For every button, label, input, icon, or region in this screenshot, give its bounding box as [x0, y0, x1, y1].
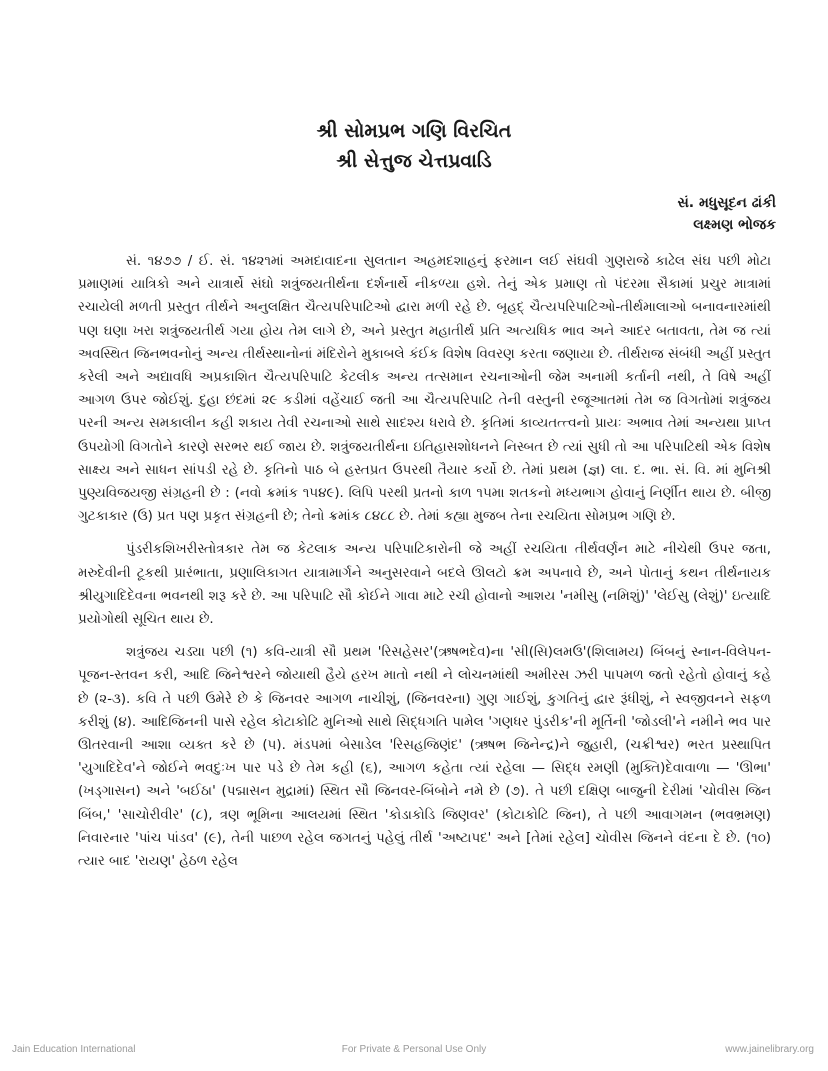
footer-usage-note: For Private & Personal Use Only: [341, 1044, 487, 1055]
title-line-1: શ્રી સોમપ્રભ ગણિ વિરચિત: [316, 120, 512, 142]
author-2: લક્ષ્મણ ભોજક: [693, 217, 776, 233]
title-line-2: શ્રી સેત્તુજ ચેત્તપ્રવાડિ: [336, 150, 492, 172]
authors-block: [677, 192, 776, 236]
paragraph-2: પુંડરીકશિખરીસ્તોત્રકાર તેમ જ કેટલાક અન્ય પરિપાટિકારોની જે અહીં રચયિતા તીર્થવર્ણન માટે નીચેથી ઉપર જતા, મરુદેવીની ટૂકથી પ્રારંભાતા, પ્રણાલિકાગત યાત્રામાર્ગને અનુસરવાને બદલે ઊલટો ક્રમ અપનાવે છે, અને પોતાનું કથન તીર્થનાયક શ્રીયુગાદિદેવના ભવનથી શરૂ કરે છે. આ પરિપાટિ સૌ કોઈને ગાવા માટે રચી હોવાનો આશય 'નમીસુ (નમિશું)' 'લેઈસુ (લેશું)' ઇત્યાદિ પ્રયોગોથી સૂચિત થાય છે.: [78, 542, 771, 628]
paragraph-1: સં. ૧૪૭૭ / ઈ. સં. ૧૪૨૧માં અમદાવાદના સુલતાન અહમદશાહનું ફરમાન લઈ સંઘવી ગુણરાજે કાઢેલ સંઘ પછી મોટા પ્રમાણમાં યાત્રિકો અને યાત્રાર્થે સંઘો શત્રુંજયતીર્થના દર્શનાર્થે નીકળ્યા હશે. તેનું એક પ્રમાણ તો પંદરમા સૈકામાં પ્રચુર માત્રામાં રચાયેલી મળતી પ્રસ્તુત તીર્થને અનુલક્ષિત ચૈત્યપરિપાટિઓ દ્વારા મળી રહે છે. બૃહદ્ ચૈત્યપરિપાટિઓ-તીર્થમાલાઓ બનાવનારમાંથી પણ ઘણા ખરા શત્રુંજયતીર્થ ગયા હોય તેમ લાગે છે, અને પ્રસ્તુત મહાતીર્થ પ્રતિ અત્યધિક ભાવ અને આદર બતાવતા, તેમ જ ત્યાં અવસ્થિત જિનભવનોનું અન્ય તીર્થસ્થાનોનાં મંદિરોને મુકાબલે કંઈક વિશેષ વિવરણ કરતા જણાયા છે. તીર્થરાજ સંબંધી અહીં પ્રસ્તુત કરેલી અને અદ્યાવધિ અપ્રકાશિત ચૈત્યપરિપાટિ કેટલીક અન્ય તત્સમાન રચનાઓની જેમ અનામી કર્તાની નથી, તે વિષે અહીં આગળ ઉપર જોઈશું. દુહા છંદમાં ૨૯ કડીમાં વહેંચાઈ જતી આ ચૈત્યપરિપાટિ તેની વસ્તુની રજૂઆતમાં તેમ જ વિગતોમાં શત્રુંજય પરની અન્ય સમકાલીન કહી શકાય તેવી રચનાઓ સાથે સાદશ્ય ધરાવે છે. કૃતિમાં કાવ્યતત્ત્વનો પ્રાયઃ અભાવ તેમાં અન્યથા પ્રાપ્ત ઉપયોગી વિગતોને કારણે સરભર થઈ જાય છે. શત્રુંજયતીર્થના ઇતિહાસશોધનને નિસ્બત છે ત્યાં સુધી તો આ પરિપાટિથી એક વિશેષ સાક્ષ્ય અને સાધન સાંપડી રહે છે. કૃતિનો પાઠ બે હસ્તપ્રત ઉપરથી તૈયાર કર્યો છે. તેમાં પ્રથમ (જ્ઞ) લા. દ. ભા. સં. વિ. માં મુનિશ્રી પુણ્યવિજયજી સંગ્રહની છે : (નવો ક્રમાંક ૧૫૪૯). લિપિ પરથી પ્રતનો કાળ ૧૫મા શતકનો મધ્યભાગ હોવાનું નિર્ણીત થાય છે. બીજી ગુટકાકાર (ઉ) પ્રત પણ પ્રકૃત સંગ્રહની છે; તેનો ક્રમાંક ૮૪૮૮ છે. તેમાં કહ્યા મુજબ તેના રચયિતા સોમપ્રભ ગણિ છે.: [78, 254, 771, 525]
body-text: [78, 250, 771, 883]
paragraph-3: શત્રુંજય ચડ્યા પછી (૧) કવિ-યાત્રી સૌ પ્રથમ 'રિસહેસર'(ઋષભદેવ)ના 'સી(સિ)લમઉ'(શિલામય) બિંબનું સ્નાન-વિલેપન-પૂજન-સ્તવન કરી, આદિ જિનેશ્વરને જોયાથી હૈયે હરખ માતો નથી ને લોચનમાંથી અમીરસ ઝરી પાપમળ જતો રહેતો હોવાનું કહે છે (૨-૩). કવિ તે પછી ઉમેરે છે કે જિનવર આગળ નાચીશું, (જિનવરના) ગુણ ગાઈશું, કુગતિનું દ્વાર રૂંધીશું, ને સ્વજીવનને સફળ કરીશું (૪). આદિજિનની પાસે રહેલ કોટાકોટિ મુનિઓ સાથે સિદ્ધગતિ પામેલ 'ગણધર પુંડરીક'ની મૂર્તિની 'જોડલી'ને નમીને ભવ પાર ઊતરવાની આશા વ્યક્ત કરે છે (૫). મંડપમાં બેસાડેલ 'રિસહજિણંદ' (ઋષભ જિનેન્દ્ર)ને જુહારી, (ચક્રીશ્વર) ભરત પ્રસ્થાપિત 'યુગાદિદેવ'ને જોઈને ભવદુઃખ પાર પડે છે તેમ કહી (૬), આગળ કહેતા ત્યાં રહેલા — સિદ્ધ રમણી (મુક્તિ)દેવાવાળા — 'ઊભા' (ખડ્ગાસન) અને 'બઈઠા' (પદ્માસન મુદ્રામાં) સ્થિત સૌ જિનવર-બિંબોને નમે છે (૭). તે પછી દક્ષિણ બાજુની દેરીમાં 'ચોવીસ જિન બિંબ,' 'સાચોરીવીર' (૮), ત્રણ ભૂમિના આલયમાં સ્થિત 'કોડાકોડિ જિણવર' (કોટાકોટિ જિન), તે પછી આવાગમન (ભવભ્રમણ) નિવારનાર 'પાંચ પાંડવ' (૯), તેની પાછળ રહેલ જગતનું પહેલું તીર્થ 'અષ્ટાપદ' અને [તેમાં રહેલ] ચોવીસ જિનને વંદના દે છે. (૧૦) ત્યાર બાદ 'રાયણ' હેઠળ રહેલ: [78, 645, 771, 870]
author-1: સં. મધુસૂદન ઢાંકી: [677, 195, 776, 211]
footer-website-link[interactable]: www.jainelibrary.org: [725, 1044, 814, 1055]
footer-publisher: Jain Education International: [12, 1044, 136, 1055]
